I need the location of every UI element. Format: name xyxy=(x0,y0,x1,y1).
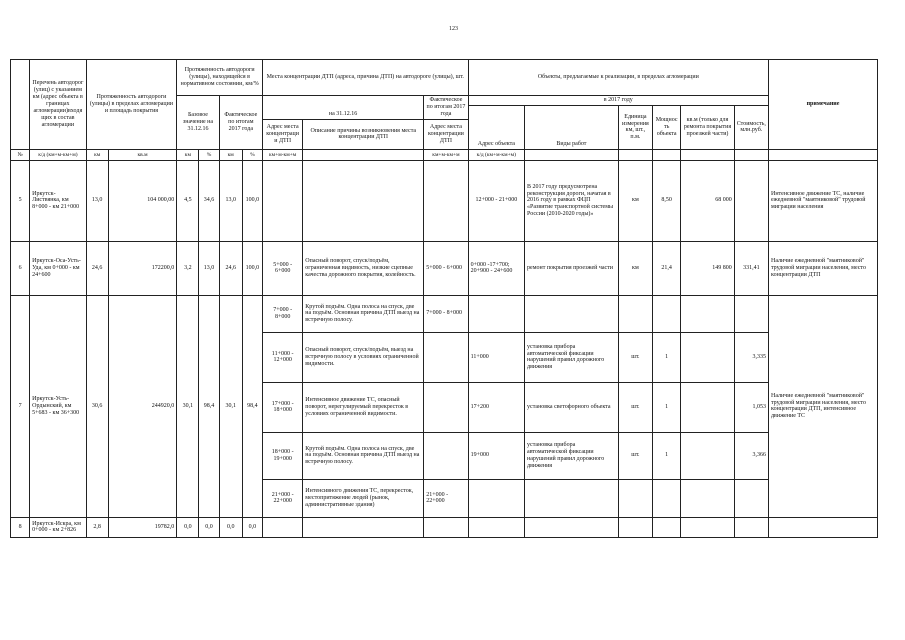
header-actual-2017: Фактическое по итогам 2017 года xyxy=(219,96,262,150)
dtp-description: Крутой подъём. Одна полоса на спуск, две на подъём. Основная причина ДТП выезд на встречную полосу. xyxy=(303,295,424,332)
unit: шт. xyxy=(618,382,652,432)
work-types: ремонт покрытия проезжей части xyxy=(525,241,619,295)
capacity xyxy=(653,479,681,517)
work-types: установка прибора автоматической фиксации нарушений правил дорожного движения xyxy=(525,432,619,479)
unit-cell: км+м-км+м xyxy=(424,149,468,160)
work-types: установка светофорного объекта xyxy=(525,382,619,432)
base-km: 3,2 xyxy=(177,241,199,295)
empty-cell xyxy=(303,517,424,537)
header-dtp-description: Описание причины возникновения места концентрации ДТП xyxy=(303,119,424,149)
unit-cell: км xyxy=(86,149,108,160)
empty-cell xyxy=(468,517,524,537)
empty-cell xyxy=(424,517,468,537)
dtp-address: 18+000 - 19+000 xyxy=(262,432,302,479)
fact-km: 24,6 xyxy=(219,241,242,295)
cost: 331,41 xyxy=(734,241,768,295)
unit-cell: к/д (км+м-км+м) xyxy=(30,149,86,160)
unit-cell xyxy=(653,149,681,160)
object-address: 11+000 xyxy=(468,332,524,382)
object-address: 19+000 xyxy=(468,432,524,479)
area-sqm: 244920,0 xyxy=(108,295,177,517)
work-types xyxy=(525,295,619,332)
note: Наличие ежедневной "маятниковой" трудовой миграции населения, место концентрации ДТП, интенсивное движение ТС xyxy=(768,295,877,517)
base-km: 30,1 xyxy=(177,295,199,517)
dtp-address: 7+000 - 8+000 xyxy=(262,295,302,332)
area-sqm: 104 000,00 xyxy=(108,160,177,241)
fact-pct: 0,0 xyxy=(242,517,262,537)
length-km: 13,0 xyxy=(86,160,108,241)
unit-cell: кв.м xyxy=(108,149,177,160)
dtp-address: 5+000 - 6+000 xyxy=(262,241,302,295)
base-pct: 98,4 xyxy=(199,295,219,517)
road-name: Иркутск-Оса-Усть-Уда, км 0+000 - км 24+600 xyxy=(30,241,86,295)
fact-pct: 98,4 xyxy=(242,295,262,517)
header-objects: Объекты, предлагаемые к реализации, в пределах агломерации xyxy=(468,60,768,96)
length-km: 24,6 xyxy=(86,241,108,295)
header-work-types: Виды работ xyxy=(525,105,619,149)
length-km: 2,8 xyxy=(86,517,108,537)
header-capacity: Мощность объекта xyxy=(653,105,681,149)
capacity: 21,4 xyxy=(653,241,681,295)
unit-cell xyxy=(618,149,652,160)
dtp-description: Крутой подъём. Одна полоса на спуск, две на подъём. Основная причина ДТП выезд на встречную полосу. xyxy=(303,432,424,479)
sqm xyxy=(681,432,734,479)
dtp-description: Интенсивное движение ТС, опасный поворот, нерегулируемый перекресток в условиях ограниченной видимости. xyxy=(303,382,424,432)
fact-km: 0,0 xyxy=(219,517,242,537)
dtp-address: 11+000 - 12+000 xyxy=(262,332,302,382)
sqm xyxy=(681,479,734,517)
object-address: 0+000 -17+700; 20+900 - 24+600 xyxy=(468,241,524,295)
unit xyxy=(618,479,652,517)
object-address xyxy=(468,295,524,332)
road-name: Иркутск-Листвянка, км 8+000 - км 21+000 xyxy=(30,160,86,241)
header-number-cell xyxy=(11,60,30,150)
work-types: В 2017 году предусмотрена реконструкция дороги, начатая в 2016 году в рамках ФЦП «Развитие транспортной системы России (2010-2020 годы)» xyxy=(525,160,619,241)
table-row xyxy=(11,160,878,241)
header-dtp-address-actual: Адрес места концентрации ДТП xyxy=(424,119,468,149)
dtp-address-actual: 21+000 - 22+000 xyxy=(424,479,468,517)
cost: 3,335 xyxy=(734,332,768,382)
unit-cell xyxy=(734,149,768,160)
dtp-address-actual: 5+000 - 6+000 xyxy=(424,241,468,295)
row-number: 8 xyxy=(11,517,30,537)
note: Интенсивное движение ТС, наличие ежедневной "маятниковой" трудовой миграции населения xyxy=(768,160,877,241)
table-row xyxy=(11,517,878,537)
unit: шт. xyxy=(618,332,652,382)
unit-cell: км xyxy=(219,149,242,160)
sqm xyxy=(681,382,734,432)
header-object-address: Адрес объекта xyxy=(468,105,524,149)
dtp-address-actual xyxy=(424,432,468,479)
cost xyxy=(734,479,768,517)
dtp-address xyxy=(262,160,302,241)
header-road-list: Перечень автодорог (улиц) с указанием км (адрес объекта в границах агломерации)входящих в состав агломерации xyxy=(30,60,86,150)
empty-cell xyxy=(525,517,619,537)
object-address: 17+200 xyxy=(468,382,524,432)
object-address xyxy=(468,479,524,517)
capacity: 8,50 xyxy=(653,160,681,241)
dtp-description: Опасный поворот, спуск/подъём, выезд на встречную полосу в условиях ограниченной видимости. xyxy=(303,332,424,382)
note: Наличие ежедневной "маятниковой" трудовой миграции населения, место концентрации ДТП xyxy=(768,241,877,295)
row-number: 5 xyxy=(11,160,30,241)
row-number: 7 xyxy=(11,295,30,517)
units-row xyxy=(11,149,878,160)
base-km: 4,5 xyxy=(177,160,199,241)
header-cost: Стоимость, млн.руб. xyxy=(734,105,768,149)
empty-cell xyxy=(681,517,734,537)
empty-cell xyxy=(768,517,877,537)
capacity: 1 xyxy=(653,432,681,479)
sqm xyxy=(681,332,734,382)
area-sqm: 19782,0 xyxy=(108,517,177,537)
fact-pct: 100,0 xyxy=(242,241,262,295)
cost: 1,053 xyxy=(734,382,768,432)
header-year-2017: в 2017 году xyxy=(468,96,768,106)
cost: 3,366 xyxy=(734,432,768,479)
unit: шт. xyxy=(618,432,652,479)
header-normative-length: Протяженность автодороги (улицы), находящейся в нормативном состоянии, км/% xyxy=(177,60,263,96)
fact-km: 13,0 xyxy=(219,160,242,241)
table-row xyxy=(11,295,878,332)
header-dtp-actual: Фактическое по итогам 2017 года xyxy=(424,96,468,120)
header-note: примечание xyxy=(768,60,877,150)
header-unit: Единица измерения км, шт., п.м. xyxy=(618,105,652,149)
unit-cell: % xyxy=(199,149,219,160)
capacity: 1 xyxy=(653,382,681,432)
unit-cell: № xyxy=(11,149,30,160)
length-km: 30,6 xyxy=(86,295,108,517)
dtp-address-actual xyxy=(424,160,468,241)
work-types: установка прибора автоматической фиксации нарушений правил дорожного движения xyxy=(525,332,619,382)
base-pct: 13,0 xyxy=(199,241,219,295)
header-dtp-address: Адрес места концентрации ДТП xyxy=(262,119,302,149)
page-number: 123 xyxy=(449,26,458,32)
header-base-value: Базовое значение на 31.12.16 xyxy=(177,96,219,150)
dtp-description xyxy=(303,160,424,241)
row-number: 6 xyxy=(11,241,30,295)
empty-cell xyxy=(618,517,652,537)
dtp-address-actual xyxy=(424,332,468,382)
fact-km: 30,1 xyxy=(219,295,242,517)
unit-cell xyxy=(525,149,619,160)
unit-cell: км xyxy=(177,149,199,160)
capacity xyxy=(653,295,681,332)
road-agglomeration-table xyxy=(10,59,878,538)
unit: км xyxy=(618,160,652,241)
header-length-area: Протяженность автодороги (улицы) в пределах агломерации и площадь покрытия xyxy=(86,60,177,150)
road-name: Иркутск-Усть-Ордынский, км 5+683 - км 36+300 xyxy=(30,295,86,517)
dtp-address-actual: 7+000 - 8+000 xyxy=(424,295,468,332)
fact-pct: 100,0 xyxy=(242,160,262,241)
work-types xyxy=(525,479,619,517)
dtp-description: Опасный поворот, спуск/подъём, ограниченная видимость, низкие сцепные качества дорожного покрытия, колейность. xyxy=(303,241,424,295)
cost xyxy=(734,295,768,332)
unit-cell: % xyxy=(242,149,262,160)
header-sqm: кв.м (только для ремонта покрытия проезжей части) xyxy=(681,105,734,149)
header-dtp-date: на 31.12.16 xyxy=(262,96,423,120)
base-km: 0,0 xyxy=(177,517,199,537)
table-row xyxy=(11,241,878,295)
base-pct: 34,6 xyxy=(199,160,219,241)
sqm xyxy=(681,295,734,332)
area-sqm: 172200,0 xyxy=(108,241,177,295)
cost xyxy=(734,160,768,241)
unit-cell xyxy=(768,149,877,160)
unit-cell: км+м-км+м xyxy=(262,149,302,160)
object-address: 12+000 - 21+000 xyxy=(468,160,524,241)
header-dtp-places: Места концентрации ДТП (адреса, причина ДТП) на автодороге (улицы), шт. xyxy=(262,60,468,96)
unit: км xyxy=(618,241,652,295)
dtp-address: 21+000 - 22+000 xyxy=(262,479,302,517)
road-name: Иркутск-Искра, км 0+000 - км 2+826 xyxy=(30,517,86,537)
dtp-description: Интенсивного движения ТС, перекресток, местопритяжение людей (рынок, административные здания) xyxy=(303,479,424,517)
unit xyxy=(618,295,652,332)
dtp-address-actual xyxy=(424,382,468,432)
sqm: 149 800 xyxy=(681,241,734,295)
empty-cell xyxy=(653,517,681,537)
base-pct: 0,0 xyxy=(199,517,219,537)
unit-cell xyxy=(681,149,734,160)
unit-cell: к/д (км+м-км+м) xyxy=(468,149,524,160)
empty-cell xyxy=(734,517,768,537)
dtp-address: 17+000 - 18+000 xyxy=(262,382,302,432)
unit-cell xyxy=(303,149,424,160)
capacity: 1 xyxy=(653,332,681,382)
sqm: 68 000 xyxy=(681,160,734,241)
empty-cell xyxy=(262,517,302,537)
